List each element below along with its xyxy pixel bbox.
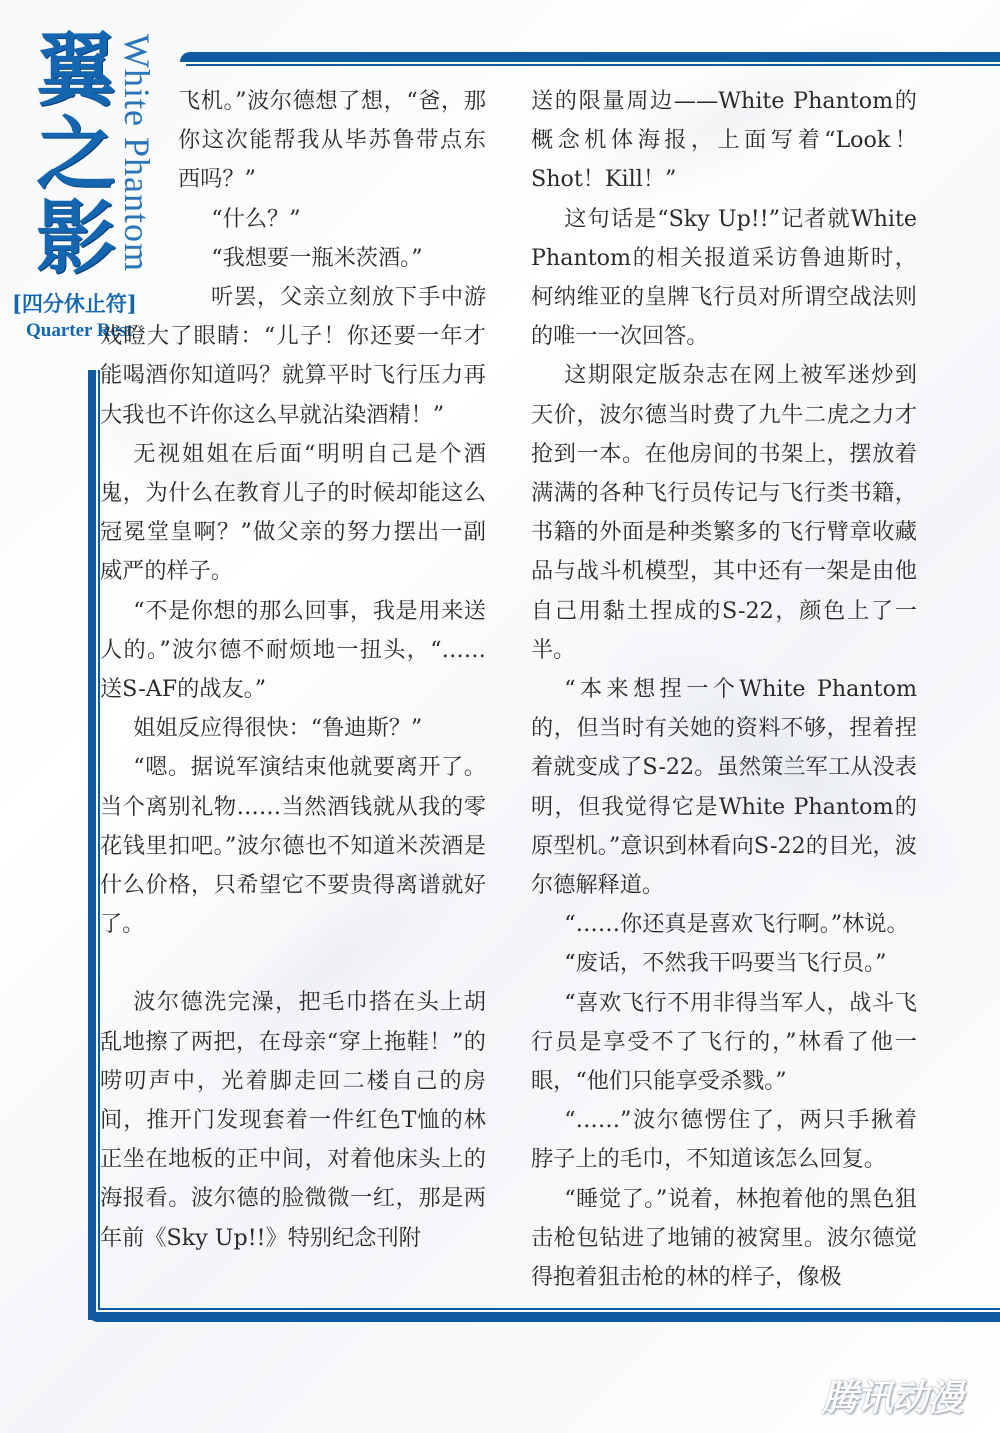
paragraph: 姐姐反应得很快：“鲁迪斯？” bbox=[133, 715, 423, 742]
paragraph: “不是你想的那么回事，我是用来送人的。”波尔德不耐烦地一扭头，“……送S-AF的战友。” bbox=[100, 597, 486, 703]
paragraph: 波尔德洗完澡，把毛巾搭在头上胡乱地擦了两把，在母亲“穿上拖鞋！”的唠叨声中，光着脚走回二楼自己的房间，推开门发现套着一件红色T恤的林正坐在地板的正中间，对着他床头上的海报看。波尔德的脸微微一红，那是两年前《Sky Up!!》特别纪念刊附 bbox=[100, 989, 486, 1251]
paragraph: “……”波尔德愣住了，两只手揪着脖子上的毛巾，不知道该怎么回复。 bbox=[531, 1107, 917, 1173]
frame-top-border bbox=[180, 52, 1000, 62]
frame-bottom-border bbox=[88, 1312, 1000, 1322]
paragraph: 飞机。”波尔德想了想，“爸，那你这次能帮我从毕苏鲁带点东西吗？” bbox=[178, 88, 486, 193]
frame-top-line bbox=[186, 64, 1000, 66]
frame-left-border bbox=[88, 370, 96, 1320]
paragraph: 这句话是“Sky Up!!”记者就White Phantom的相关报道采访鲁迪斯时，柯纳维亚的皇牌飞行员对所谓空战法则的唯一一次回答。 bbox=[531, 205, 917, 350]
paragraph: 听罢，父亲立刻放下手中游戏瞪大了眼睛：“儿子！你还要一年才能喝酒你知道吗？就算平时飞行压力再大我也不许你这么早就沾染酒精！” bbox=[100, 284, 486, 428]
paragraph: “睡觉了。”说着，林抱着他的黑色狙击枪包钻进了地铺的被窝里。波尔德觉得抱着狙击枪的林的样子，像极 bbox=[531, 1185, 917, 1291]
paragraph: “什么？” bbox=[211, 205, 301, 232]
logo-title-en: White Phantom bbox=[117, 34, 157, 272]
paragraph: 这期限定版杂志在网上被军迷炒到天价，波尔德当时费了九牛二虎之力才抢到一本。在他房间的书架上，摆放着满满的各种飞行员传记与飞行类书籍，书籍的外面是种类繁多的飞行臂章收藏品与战斗机模型，其中还有一架是由他自己用黏土捏成的S-22，颜色上了一半。 bbox=[531, 362, 917, 663]
section-break bbox=[100, 944, 486, 983]
frame-bottom-line bbox=[100, 1308, 1000, 1310]
logo-subtitle-en: Quarter Rest bbox=[26, 320, 133, 341]
logo-subtitle-cn: [四分休止符] bbox=[12, 291, 137, 316]
paragraph: “嗯。据说军演结束他就要离开了。当个离别礼物……当然酒钱就从我的零花钱里扣吧。”波尔德也不知道米茨酒是什么价格，只希望它不要贵得离谱就好了。 bbox=[100, 754, 486, 938]
paragraph: 无视姐姐在后面“明明自己是个酒鬼，为什么在教育儿子的时候却能这么冠冕堂皇啊？”做父亲的努力摆出一副威严的样子。 bbox=[100, 440, 486, 585]
logo-title-cn: 翼之影 bbox=[36, 23, 116, 285]
paragraph: “我想要一瓶米茨酒。” bbox=[211, 244, 423, 271]
paragraph: 送的限量周边——White Phantom的概念机体海报，上面写着“Look！Shot！Kill！” bbox=[531, 88, 917, 193]
paragraph: “废话，不然我干吗要当飞行员。” bbox=[564, 950, 887, 977]
text-column-left bbox=[100, 82, 486, 1258]
paragraph: “本来想捏一个White Phantom的，但当时有关她的资料不够，捏着捏着就变成了S-22。虽然策兰军工从没表明，但我觉得它是White Phantom的原型机。”意识到林看向S-22的目光，波尔德解释道。 bbox=[531, 676, 917, 899]
text-column-right bbox=[531, 82, 917, 1297]
watermark-logo: 腾讯动漫 bbox=[822, 1378, 963, 1419]
paragraph: “喜欢飞行不用非得当军人，战斗飞行员是享受不了飞行的，”林看了他一眼，“他们只能享受杀戮。” bbox=[531, 989, 917, 1095]
paragraph: “……你还真是喜欢飞行啊。”林说。 bbox=[564, 911, 909, 938]
